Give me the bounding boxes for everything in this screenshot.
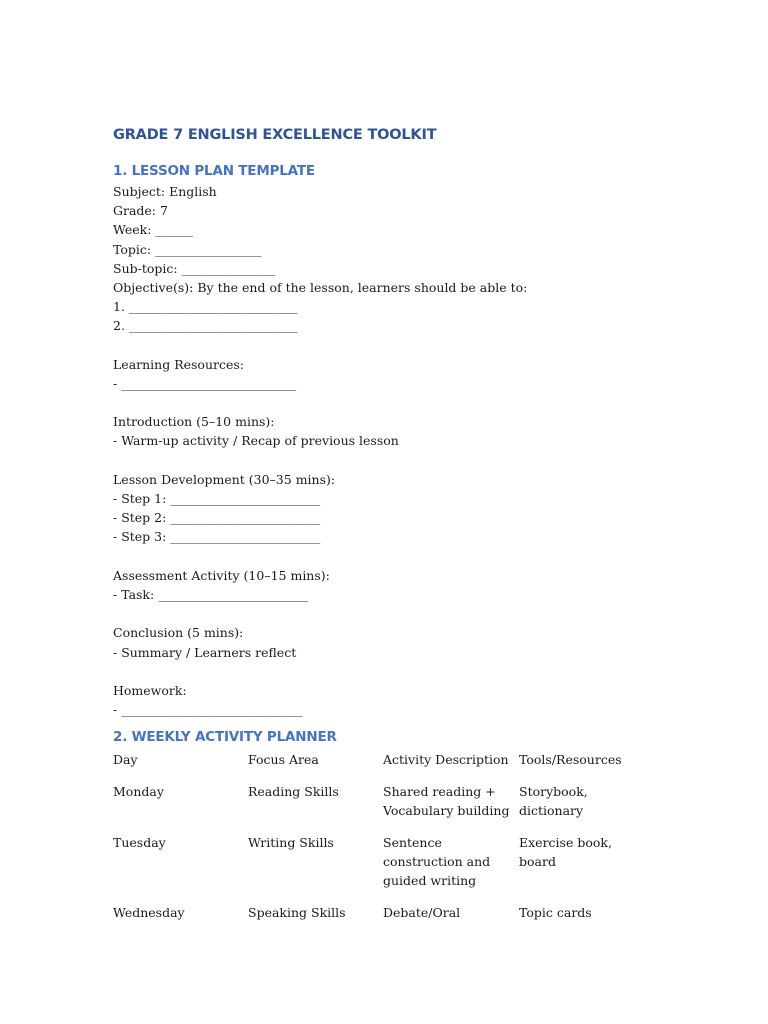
table-cell: Exercise book, board xyxy=(519,835,612,870)
lesson-plan-line: Grade: 7 xyxy=(113,203,168,219)
blank-line xyxy=(113,547,673,566)
lesson-plan-line: - Task: ________________________ xyxy=(113,586,309,602)
column-header: Activity Description xyxy=(383,752,509,768)
blank-line xyxy=(113,451,673,470)
blank-line xyxy=(113,393,673,412)
lesson-plan-line: - ____________________________ xyxy=(113,375,297,391)
lesson-plan-line: Introduction (5–10 mins): xyxy=(113,414,275,430)
table-cell: Speaking Skills xyxy=(248,905,346,921)
table-row xyxy=(113,903,639,935)
lesson-plan-line: Objective(s): By the end of the lesson, learners should be able to: xyxy=(113,279,528,295)
lesson-plan-heading: 1. LESSON PLAN TEMPLATE xyxy=(113,163,315,179)
lesson-plan-body xyxy=(113,182,673,719)
table-cell: Storybook, dictionary xyxy=(519,784,588,819)
table-cell: Tuesday xyxy=(113,835,166,851)
lesson-plan-line: Learning Resources: xyxy=(113,356,244,372)
blank-line xyxy=(113,662,673,681)
lesson-plan-line: - _____________________________ xyxy=(113,702,303,718)
table-row xyxy=(113,833,639,903)
table-cell: Shared reading + Vocabulary building xyxy=(383,784,510,819)
lesson-plan-line: Lesson Development (30–35 mins): xyxy=(113,471,336,487)
lesson-plan-line: Sub-topic: _______________ xyxy=(113,260,276,276)
table-cell: Writing Skills xyxy=(248,835,334,851)
lesson-plan-line: Week: ______ xyxy=(113,222,193,238)
lesson-plan-line: 2. ___________________________ xyxy=(113,318,298,334)
document-page xyxy=(113,124,673,935)
weekly-planner-table xyxy=(113,750,639,935)
table-cell: Debate/Oral xyxy=(383,905,461,921)
lesson-plan-line: - Step 2: ________________________ xyxy=(113,510,321,526)
table-cell: Topic cards xyxy=(519,905,592,921)
lesson-plan-line: Conclusion (5 mins): xyxy=(113,625,244,641)
lesson-plan-line: Homework: xyxy=(113,682,187,698)
column-header: Day xyxy=(113,752,138,768)
table-cell: Sentence construction and guided writing xyxy=(383,835,491,889)
table-cell: Monday xyxy=(113,784,164,800)
table-cell: Wednesday xyxy=(113,905,185,921)
column-header: Focus Area xyxy=(248,752,319,768)
blank-line xyxy=(113,336,673,355)
table-cell: Reading Skills xyxy=(248,784,339,800)
lesson-plan-line: - Step 1: ________________________ xyxy=(113,491,321,506)
lesson-plan-line: - Step 3: ________________________ xyxy=(113,529,321,545)
document-title: GRADE 7 ENGLISH EXCELLENCE TOOLKIT xyxy=(113,127,437,143)
table-row xyxy=(113,782,639,833)
lesson-plan-line: Assessment Activity (10–15 mins): xyxy=(113,567,330,583)
column-header: Tools/Resources xyxy=(519,752,622,768)
table-header-row xyxy=(113,750,639,782)
lesson-plan-line: Subject: English xyxy=(113,184,217,199)
lesson-plan-line: Topic: _________________ xyxy=(113,241,262,257)
weekly-planner-heading: 2. WEEKLY ACTIVITY PLANNER xyxy=(113,729,337,746)
lesson-plan-line: - Summary / Learners reflect xyxy=(113,644,297,660)
lesson-plan-line: - Warm-up activity / Recap of previous lesson xyxy=(113,433,399,449)
lesson-plan-line: 1. ___________________________ xyxy=(113,299,298,315)
blank-line xyxy=(113,604,673,623)
